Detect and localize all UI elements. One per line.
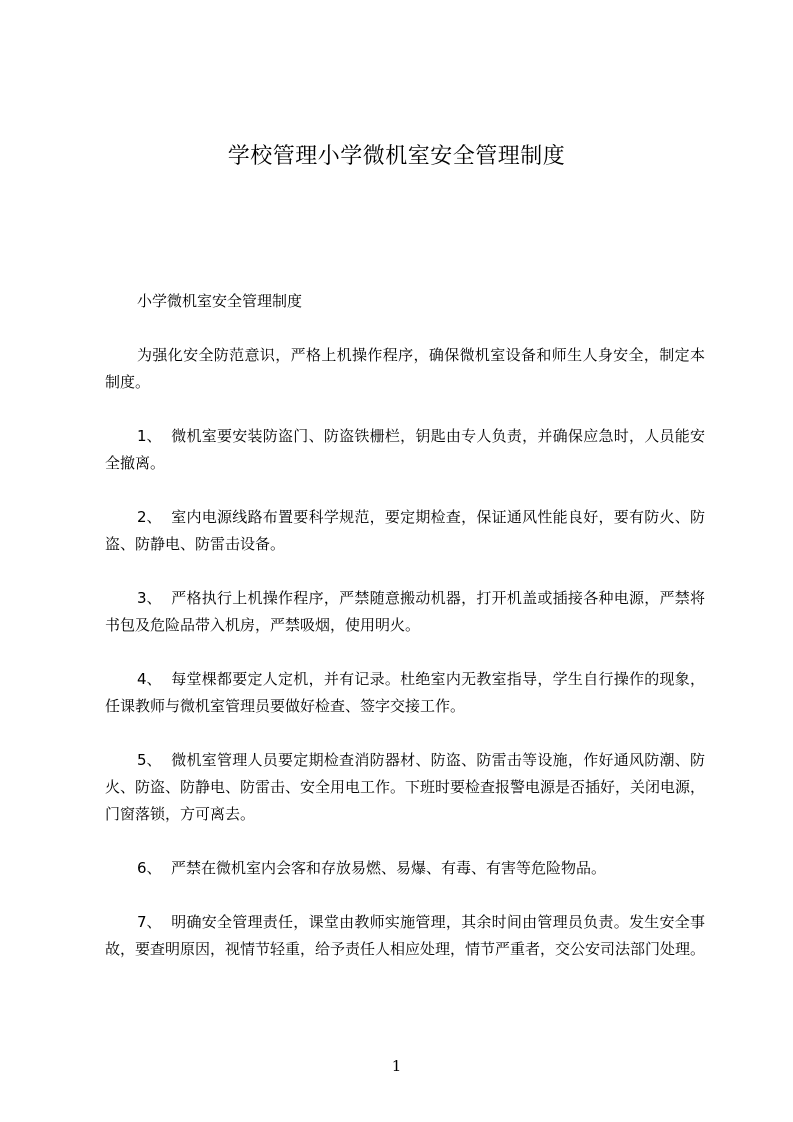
rule-number: 3、 <box>137 589 162 607</box>
rule-number: 1、 <box>137 427 162 445</box>
rule-number: 4、 <box>137 670 162 688</box>
rule-item-5 <box>105 747 705 828</box>
rule-number: 6、 <box>137 859 162 877</box>
rule-item-7 <box>105 909 705 963</box>
document-subtitle: 小学微机室安全管理制度 <box>137 292 303 310</box>
rule-item-3 <box>105 585 705 639</box>
page-number: 1 <box>391 1057 402 1075</box>
rule-text: 微机室要安装防盗门、防盗铁栅栏，钥匙由专人负责，并确保应急时，人员能安全撤离。 <box>105 427 705 472</box>
rule-number: 5、 <box>137 751 162 769</box>
rule-text: 严禁在微机室内会客和存放易燃、易爆、有毒、有害等危险物品。 <box>171 859 607 877</box>
rule-text: 室内电源线路布置要科学规范，要定期检查，保证通风性能良好，要有防火、防盗、防静电、防雷击设备。 <box>105 508 705 553</box>
rule-text: 严格执行上机操作程序，严禁随意搬动机器，打开机盖或插接各种电源，严禁将书包及危险品带入机房，严禁吸烟，使用明火。 <box>105 589 705 634</box>
intro-paragraph: 为强化安全防范意识，严格上机操作程序，确保微机室设备和师生人身安全，制定本制度。 <box>105 346 705 391</box>
document-body <box>105 288 705 990</box>
rule-text: 明确安全管理责任，课堂由教师实施管理，其余时间由管理员负责。发生安全事故，要查明原因，视情节轻重，给予责任人相应处理，情节严重者，交公安司法部门处理。 <box>105 913 706 958</box>
rule-text: 微机室管理人员要定期检查消防器材、防盗、防雷击等设施，作好通风防潮、防火、防盗、防静电、防雷击、安全用电工作。下班时要检查报警电源是否插好，关闭电源，门窗落锁，方可离去。 <box>105 751 706 823</box>
rule-text: 每堂棵都要定人定机，并有记录。杜绝室内无教室指导，学生自行操作的现象，任课教师与微机室管理员要做好检查、签字交接工作。 <box>105 670 705 715</box>
rule-item-6 <box>105 855 705 882</box>
rule-number: 7、 <box>137 913 162 931</box>
rule-item-1 <box>105 423 705 477</box>
document-title: 学校管理小学微机室安全管理制度 <box>227 144 566 169</box>
rule-number: 2、 <box>137 508 162 526</box>
rule-item-4 <box>105 666 705 720</box>
rule-item-2 <box>105 504 705 558</box>
